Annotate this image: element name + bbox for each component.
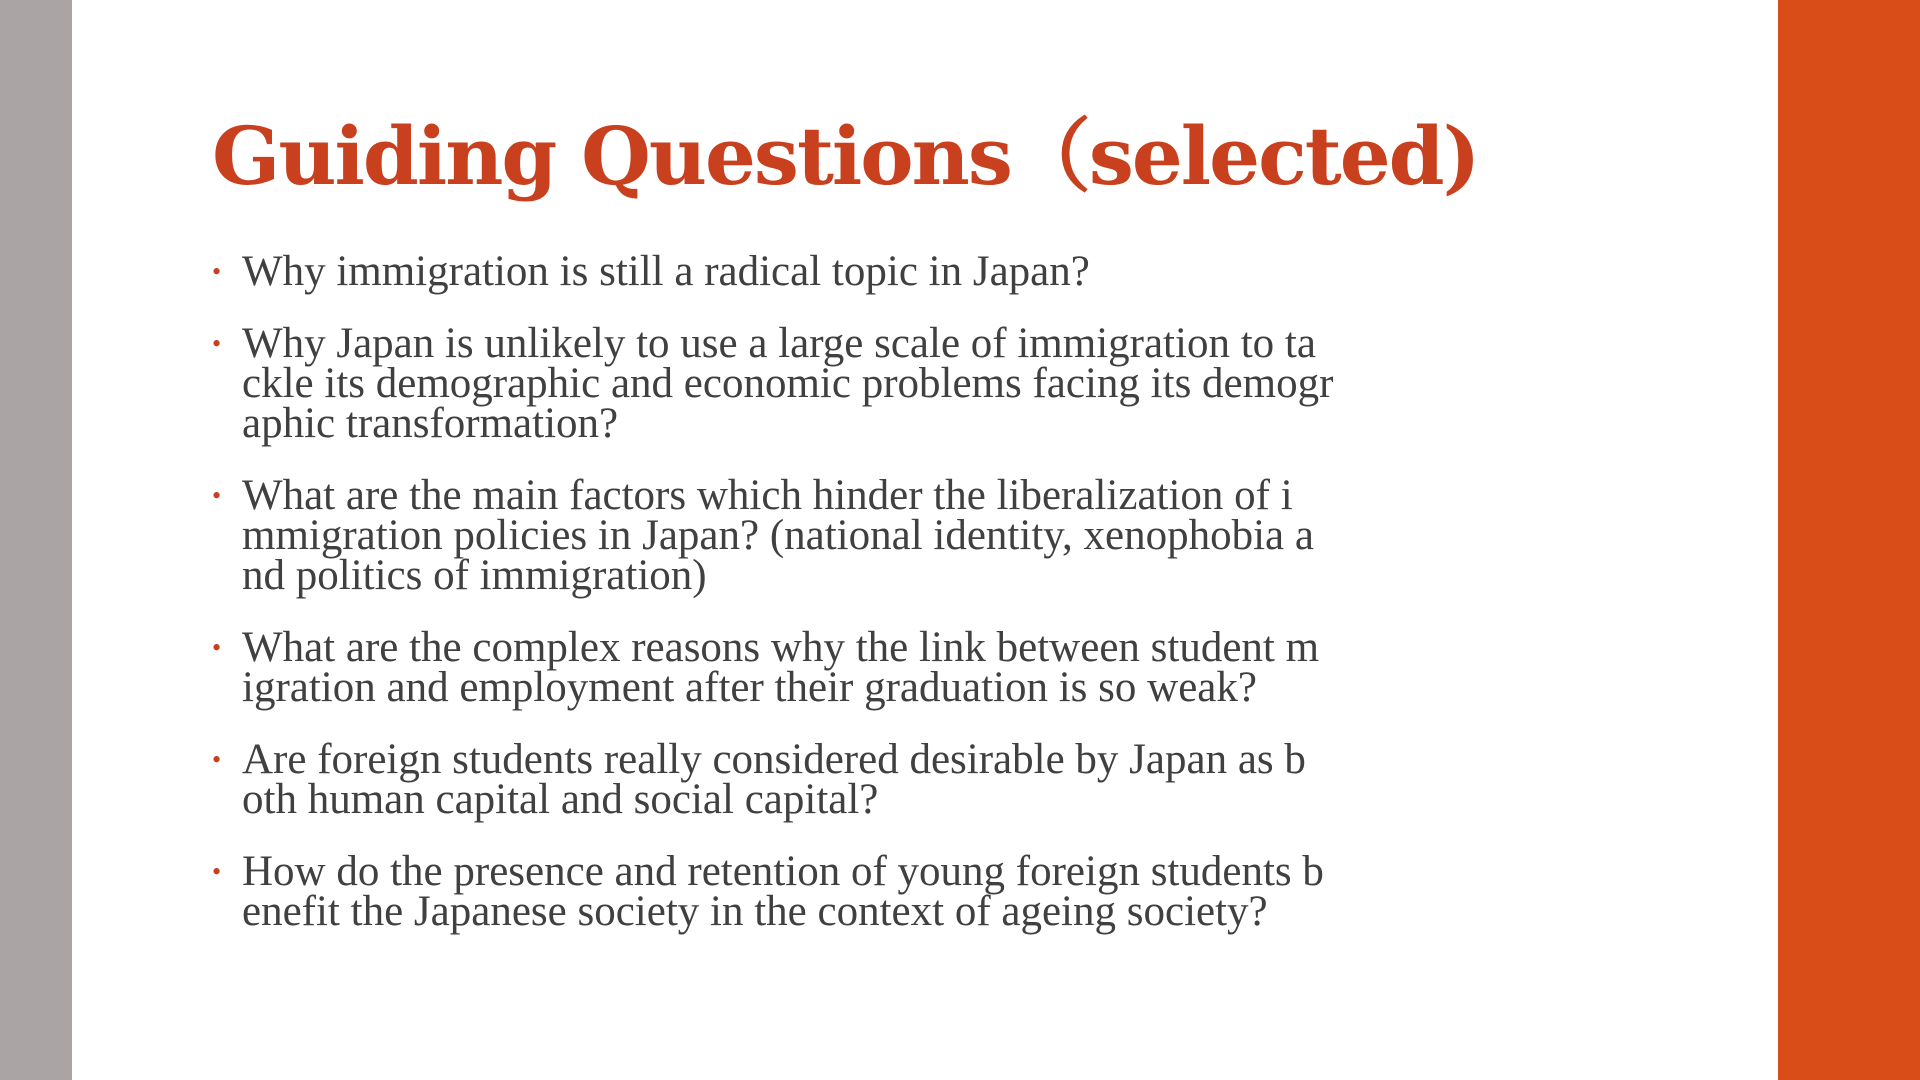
bullet-dot-icon: • (212, 633, 222, 662)
bullet-line: Why immigration is still a radical topic in Japan? (242, 248, 1090, 295)
bullet-line: What are the main factors which hinder the liberalization of i (242, 472, 1293, 519)
bullet-line: Are foreign students really considered desirable by Japan as b (242, 736, 1306, 783)
bullet-item (212, 736, 1552, 823)
bullet-line: mmigration policies in Japan? (national identity, xenophobia a (242, 512, 1314, 559)
bullet-list (212, 248, 1552, 964)
bullet-dot-icon: • (212, 329, 222, 358)
bullet-line: Why Japan is unlikely to use a large scale of immigration to ta (242, 320, 1316, 367)
bullet-line: igration and employment after their graduation is so weak? (242, 664, 1257, 711)
bullet-line: nd politics of immigration) (242, 552, 707, 599)
bullet-line: How do the presence and retention of young foreign students b (242, 848, 1324, 895)
bullet-item (212, 248, 1552, 295)
bullet-line: aphic transformation? (242, 400, 619, 447)
bullet-dot-icon: • (212, 857, 222, 886)
bullet-line: What are the complex reasons why the link between student m (242, 624, 1320, 671)
left-accent-bar (0, 0, 72, 1080)
bullet-item (212, 848, 1552, 935)
bullet-line: oth human capital and social capital? (242, 776, 879, 823)
right-accent-bar (1778, 0, 1920, 1080)
bullet-item (212, 320, 1552, 447)
bullet-dot-icon: • (212, 481, 222, 510)
bullet-dot-icon: • (212, 257, 222, 286)
bullet-line: ckle its demographic and economic problems facing its demogr (242, 360, 1334, 407)
bullet-line: enefit the Japanese society in the context of ageing society? (242, 888, 1268, 935)
bullet-item (212, 472, 1552, 599)
slide-title: Guiding Questions（selected) (212, 109, 1479, 203)
bullet-dot-icon: • (212, 745, 222, 774)
bullet-item (212, 624, 1552, 711)
